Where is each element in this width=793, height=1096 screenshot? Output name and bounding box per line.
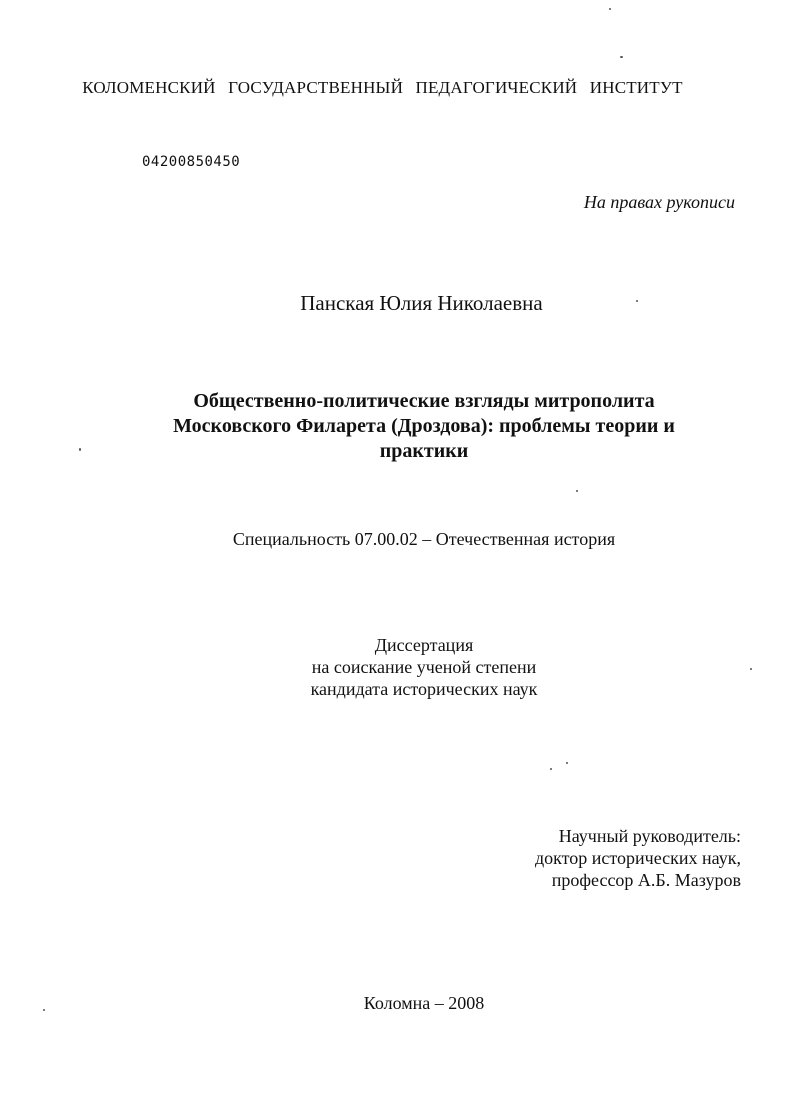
- institution-name-text: КОЛОМЕНСКИЙ ГОСУДАРСТВЕННЫЙ ПЕДАГОГИЧЕСКИЙ ИНСТИТУТ: [82, 78, 683, 97]
- degree-line-2: на соискание ученой степени: [311, 657, 537, 677]
- manuscript-rights-note: На правах рукописи: [583, 192, 735, 212]
- scan-speck: [620, 56, 623, 58]
- title-line-3: практики: [379, 440, 469, 462]
- registration-code: 04200850450: [142, 154, 241, 170]
- scan-speck: [576, 490, 578, 492]
- title-line-1: Общественно-политические взгляды митрополита: [193, 390, 655, 412]
- scan-speck: [566, 762, 568, 764]
- degree-line-3: кандидата исторических наук: [310, 679, 538, 699]
- scan-speck: [609, 8, 611, 10]
- dissertation-title: [100, 389, 748, 464]
- title-line-2: Московского Филарета (Дроздова): проблемы теории и: [173, 415, 675, 437]
- author-name: Панская Юлия Николаевна: [300, 291, 543, 315]
- scan-speck: [636, 300, 638, 302]
- scan-speck: [550, 768, 552, 770]
- scan-speck: [43, 1009, 45, 1011]
- supervisor-line-1: Научный руководитель:: [558, 826, 741, 846]
- institution-name: [0, 78, 793, 98]
- supervisor-block: [535, 825, 741, 891]
- scan-speck: [750, 668, 752, 670]
- supervisor-line-3: профессор А.Б. Мазуров: [551, 870, 741, 890]
- supervisor-line-2: доктор исторических наук,: [535, 848, 741, 868]
- degree-statement: [0, 634, 793, 700]
- scan-speck: [79, 448, 81, 451]
- city-year: Коломна – 2008: [363, 993, 485, 1013]
- specialty-line: Специальность 07.00.02 – Отечественная история: [232, 529, 616, 549]
- degree-line-1: Диссертация: [374, 635, 474, 655]
